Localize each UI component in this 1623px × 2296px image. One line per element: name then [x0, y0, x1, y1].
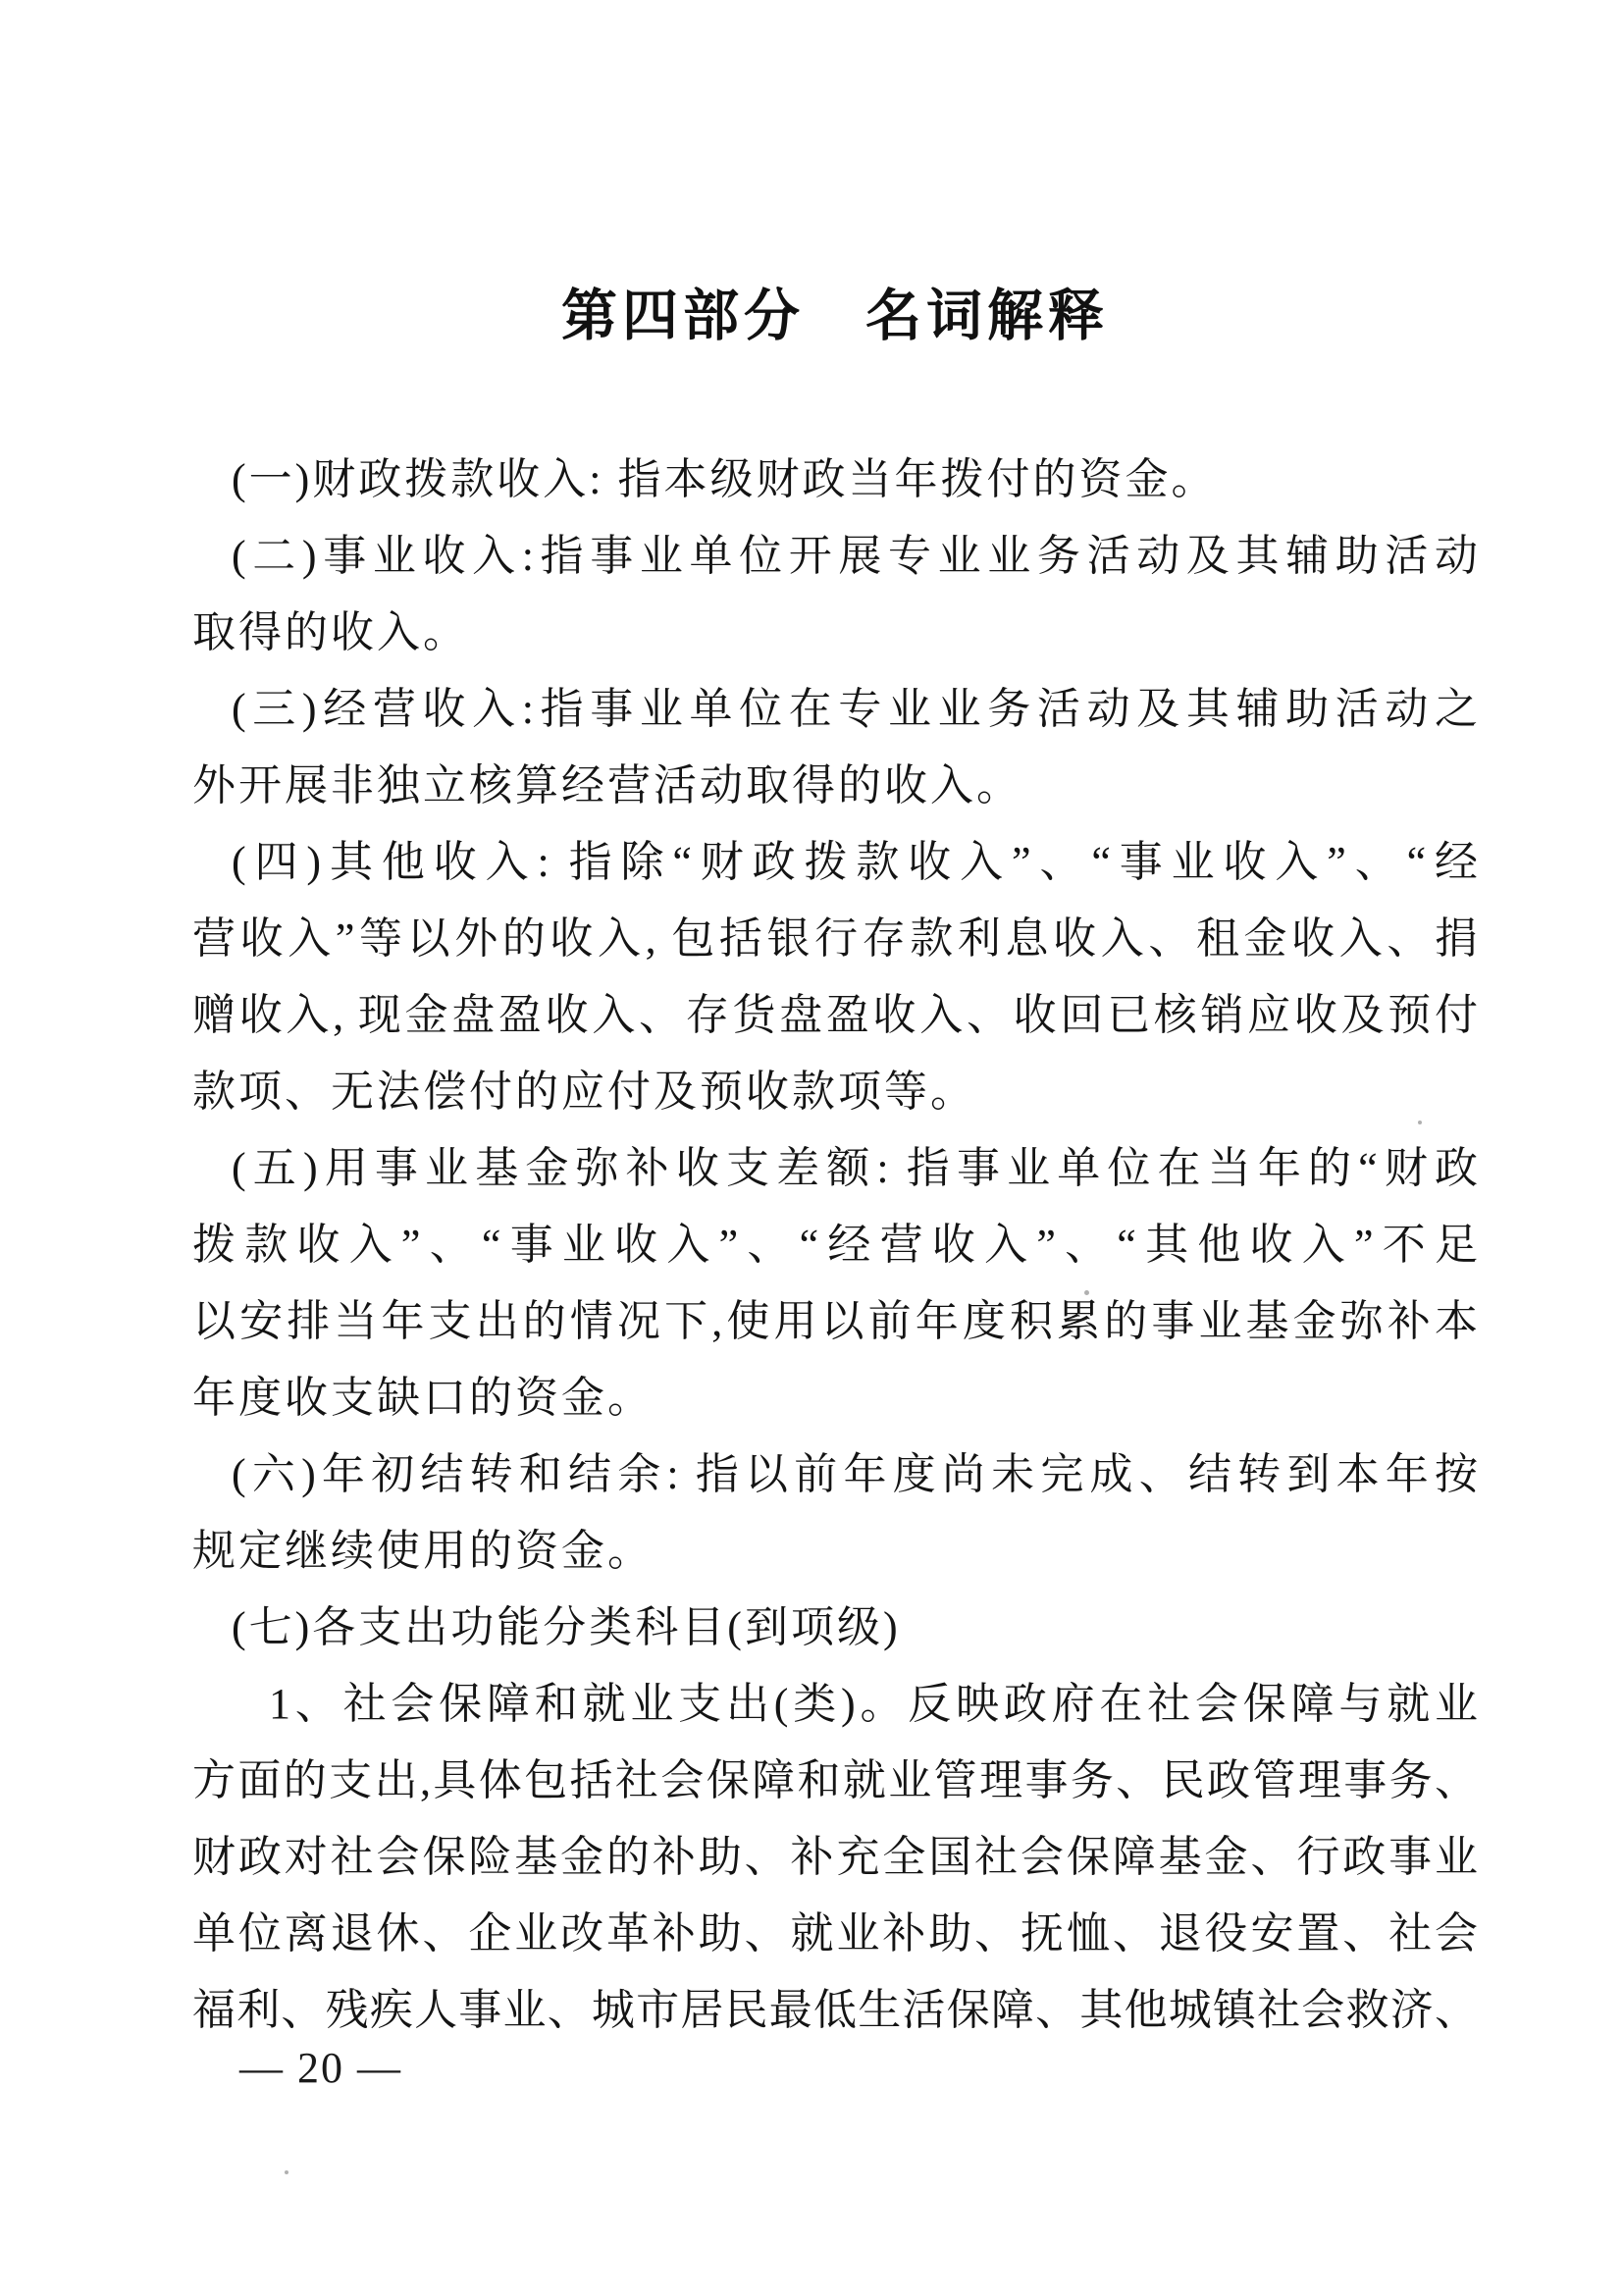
text-line: (一)财政拨款收入: 指本级财政当年拨付的资金。 — [232, 455, 1218, 503]
text-line: (二)事业收入:指事业单位开展专业业务活动及其辅助活动 — [232, 532, 1478, 580]
text-line: 以安排当年支出的情况下,使用以前年度积累的事业基金弥补本 — [192, 1297, 1478, 1345]
document-body — [192, 442, 1478, 2049]
text-line: 福利、残疾人事业、城市居民最低生活保障、其他城镇社会救济、 — [192, 1986, 1478, 2034]
text-line: 1、社会保障和就业支出(类)。反映政府在社会保障与就业 — [269, 1680, 1478, 1728]
text-line: 取得的收入。 — [192, 608, 469, 656]
text-line: 方面的支出,具体包括社会保障和就业管理事务、民政管理事务、 — [192, 1756, 1478, 1804]
text-line: 拨款收入”、“事业收入”、“经营收入”、“其他收入”不足 — [192, 1221, 1478, 1269]
text-line: 营收入”等以外的收入, 包括银行存款利息收入、租金收入、捐 — [192, 914, 1478, 963]
scan-speckle — [1084, 1290, 1089, 1295]
page-title: 第四部分 名词解释 — [561, 285, 1109, 347]
text-line: 年度收支缺口的资金。 — [192, 1374, 654, 1422]
scan-speckle — [1418, 1121, 1422, 1124]
text-line: 财政对社会保险基金的补助、补充全国社会保障基金、行政事业 — [192, 1833, 1478, 1881]
page-footer — [239, 2043, 402, 2093]
text-line: 规定继续使用的资金。 — [192, 1527, 654, 1575]
text-line: 款项、无法偿付的应付及预收款项等。 — [192, 1068, 976, 1116]
scan-speckle — [285, 2170, 288, 2174]
text-line: (七)各支出功能分类科目(到项级) — [232, 1603, 901, 1651]
text-line: (四)其他收入: 指除“财政拨款收入”、“事业收入”、“经 — [232, 838, 1478, 886]
text-line: (三)经营收入:指事业单位在专业业务活动及其辅助活动之 — [232, 685, 1478, 733]
text-line: (五)用事业基金弥补收支差额: 指事业单位在当年的“财政 — [232, 1144, 1478, 1192]
text-line: (六)年初结转和结余: 指以前年度尚未完成、结转到本年按 — [232, 1450, 1478, 1498]
text-line: 单位离退休、企业改革补助、就业补助、抚恤、退役安置、社会 — [192, 1909, 1478, 1957]
text-line: 赠收入, 现金盘盈收入、存货盘盈收入、收回已核销应收及预付 — [192, 991, 1478, 1039]
text-line: 外开展非独立核算经营活动取得的收入。 — [192, 761, 1022, 809]
page-number: — 20 — — [239, 2044, 402, 2092]
